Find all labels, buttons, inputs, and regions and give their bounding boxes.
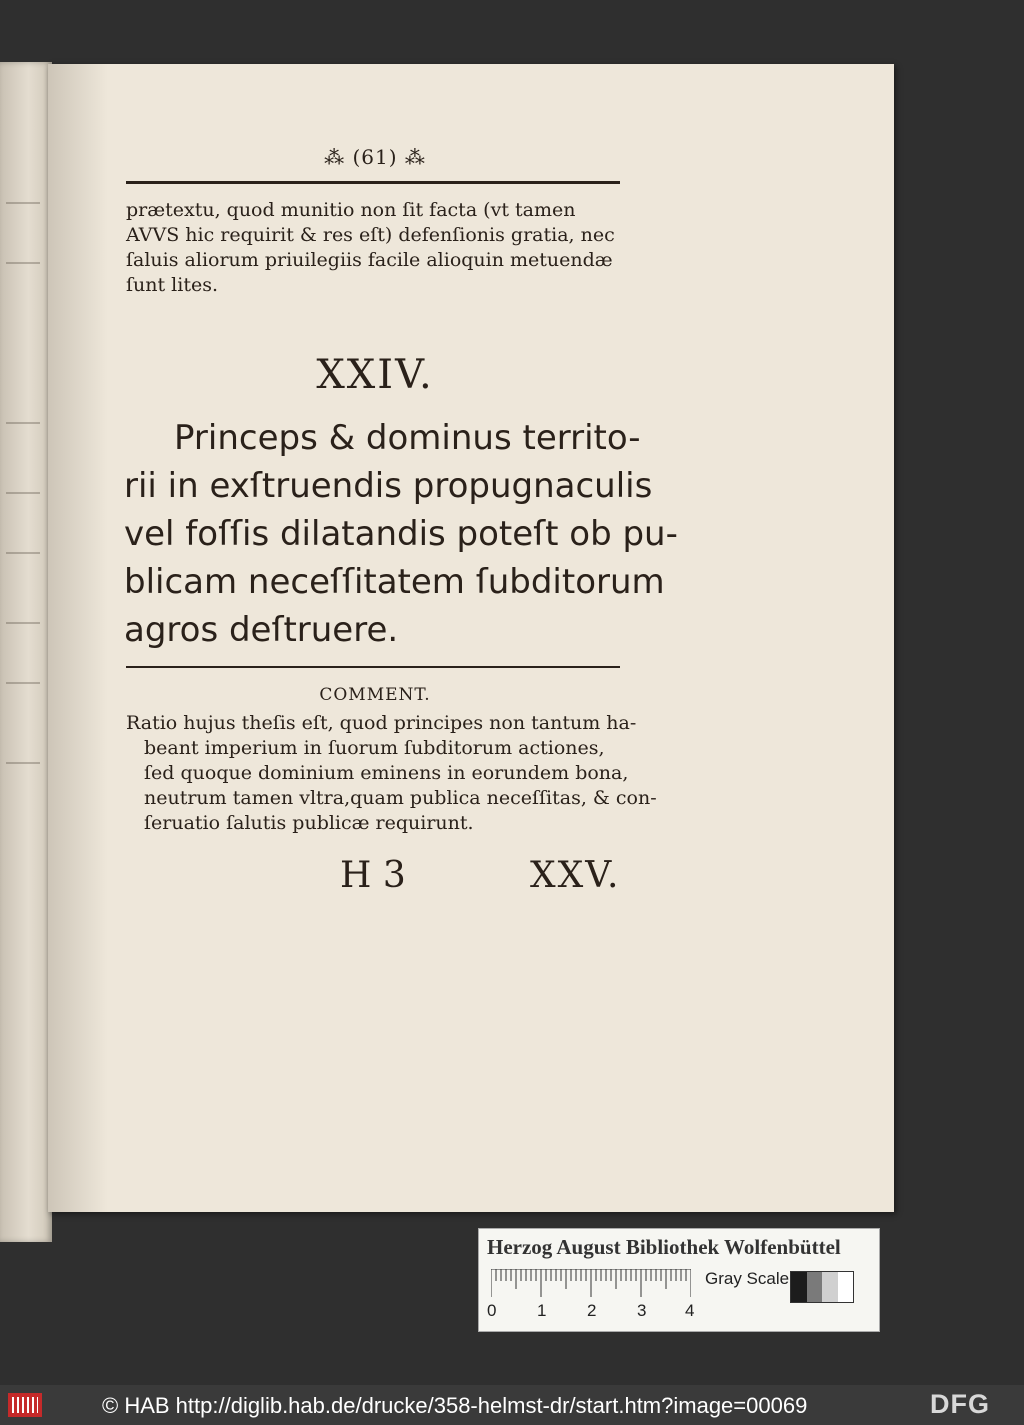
thesis-line: blicam neceſſitatem ſubditorum <box>124 562 665 602</box>
library-name: Herzog August Bibliothek Wolfenbüttel <box>487 1235 841 1259</box>
thesis-line: vel foſſis dilatandis poteſt ob pu- <box>124 514 678 554</box>
ruler-number: 3 <box>637 1301 647 1320</box>
text-line: beant imperium in ſuorum ſubditorum actiones, <box>144 737 605 759</box>
header-rule <box>126 181 620 184</box>
text-line: Ratio hujus theſis eſt, quod principes non tantum ha- <box>126 712 637 734</box>
top-paragraph <box>126 198 632 298</box>
bleed-through-line <box>6 682 40 684</box>
bleed-through-line <box>6 552 40 554</box>
text-line: prætextu, quod munitio non ſit facta (vt tamen <box>126 199 576 221</box>
gray-swatch <box>807 1272 823 1302</box>
bleed-through-line <box>6 492 40 494</box>
footer-bar <box>0 1385 1024 1425</box>
text-line: AVVS hic requirit & res eſt) defenſionis gratia, nec <box>126 224 615 246</box>
thesis-line: agros deſtruere. <box>124 610 399 650</box>
thesis-text <box>124 414 678 654</box>
comment-paragraph <box>126 711 657 836</box>
gray-swatch <box>791 1272 807 1302</box>
previous-page-edge <box>0 62 52 1242</box>
thesis-line: rii in exſtruendis propugnaculis <box>124 466 653 506</box>
gray-swatch <box>838 1272 854 1302</box>
text-line: neutrum tamen vltra,quam publica neceſſitas, & con- <box>144 787 657 809</box>
ruler-number: 4 <box>685 1301 695 1320</box>
library-color-card <box>478 1228 880 1332</box>
bleed-through-line <box>6 622 40 624</box>
comment-title: COMMENT. <box>319 685 431 705</box>
text-line: ſunt lites. <box>126 274 219 296</box>
thesis-rule <box>126 666 620 668</box>
hab-logo-icon <box>8 1393 42 1417</box>
section-number: XXIV. <box>316 352 434 398</box>
ruler-number: 0 <box>487 1301 497 1320</box>
dfg-logo: DFG <box>930 1389 990 1419</box>
ruler-icon <box>491 1269 691 1299</box>
catchword: XXV. <box>530 855 621 896</box>
gray-scale-swatches <box>790 1271 854 1303</box>
gray-scale-label: Gray Scale <box>705 1269 790 1288</box>
bleed-through-line <box>6 422 40 424</box>
signature-mark: H 3 <box>340 855 406 896</box>
ruler-number: 1 <box>537 1301 547 1320</box>
bleed-through-line <box>6 762 40 764</box>
footer-url[interactable]: © HAB http://diglib.hab.de/drucke/358-helmst-dr/start.htm?image=00069 <box>102 1393 808 1418</box>
bleed-through-line <box>6 202 40 204</box>
text-line: ſeruatio ſalutis publicæ requirunt. <box>144 812 474 834</box>
text-line: ſaluis aliorum priuilegiis facile alioquin metuendæ <box>126 249 613 271</box>
running-head: ⁂ (61) ⁂ <box>324 145 426 169</box>
gray-swatch <box>822 1272 838 1302</box>
ruler-number: 2 <box>587 1301 597 1320</box>
thesis-line: Princeps & dominus territo- <box>174 418 641 458</box>
bleed-through-line <box>6 262 40 264</box>
text-line: ſed quoque dominium eminens in eorundem bona, <box>144 762 629 784</box>
